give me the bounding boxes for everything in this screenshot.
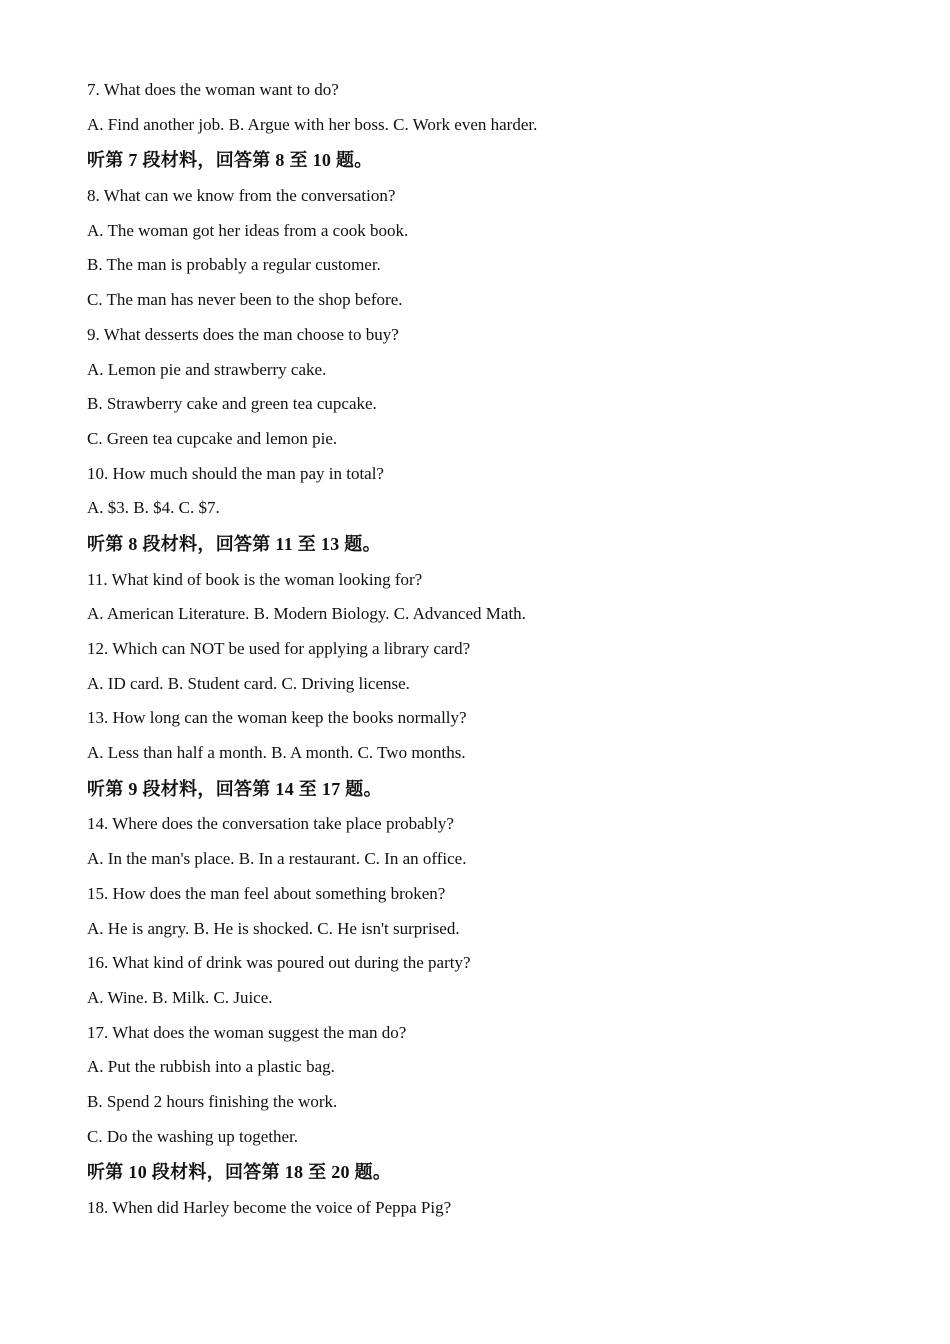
question-15-options: A. He is angry. B. He is shocked. C. He isn't surprised.: [87, 918, 460, 938]
section-heading-10: 听第 10 段材料，回答第 18 至 20 题。: [87, 1162, 392, 1183]
question-7-options: A. Find another job. B. Argue with her boss. C. Work even harder.: [87, 114, 538, 134]
question-17: 17. What does the woman suggest the man do?: [87, 1022, 407, 1042]
question-18: 18. When did Harley become the voice of Peppa Pig?: [87, 1198, 452, 1217]
section-heading-8: 听第 8 段材料，回答第 11 至 13 题。: [87, 533, 381, 554]
question-14-options: A. In the man's place. B. In a restaurant. C. In an office.: [87, 849, 467, 869]
question-16-options: A. Wine. B. Milk. C. Juice.: [87, 987, 273, 1007]
question-13-options: A. Less than half a month. B. A month. C. Two months.: [87, 743, 466, 763]
question-8-option-a: A. The woman got her ideas from a cook book.: [87, 220, 409, 240]
question-14: 14. Where does the conversation take place probably?: [87, 814, 454, 834]
section-heading-9: 听第 9 段材料，回答第 14 至 17 题。: [87, 778, 382, 799]
question-8: 8. What can we know from the conversation?: [87, 186, 396, 206]
question-10-options: A. $3. B. $4. C. $7.: [87, 498, 220, 518]
question-9: 9. What desserts does the man choose to buy?: [87, 324, 399, 344]
section-heading-7: 听第 7 段材料，回答第 8 至 10 题。: [87, 150, 373, 171]
question-11-options: A. American Literature. B. Modern Biology. C. Advanced Math.: [87, 604, 526, 624]
question-12: 12. Which can NOT be used for applying a library card?: [87, 639, 471, 658]
question-10: 10. How much should the man pay in total?: [87, 463, 384, 483]
question-7: 7. What does the woman want to do?: [87, 80, 339, 99]
question-17-option-b: B. Spend 2 hours finishing the work.: [87, 1091, 338, 1111]
question-11: 11. What kind of book is the woman looking for?: [87, 569, 423, 589]
question-8-option-c: C. The man has never been to the shop before.: [87, 290, 403, 310]
question-9-option-a: A. Lemon pie and strawberry cake.: [87, 359, 327, 379]
question-9-option-b: B. Strawberry cake and green tea cupcake.: [87, 394, 377, 414]
question-15: 15. How does the man feel about something broken?: [87, 883, 446, 903]
question-9-option-c: C. Green tea cupcake and lemon pie.: [87, 428, 338, 448]
question-17-option-c: C. Do the washing up together.: [87, 1126, 299, 1146]
question-17-option-a: A. Put the rubbish into a plastic bag.: [87, 1057, 335, 1077]
question-16: 16. What kind of drink was poured out during the party?: [87, 953, 471, 973]
question-13: 13. How long can the woman keep the books normally?: [87, 708, 467, 728]
question-8-option-b: B. The man is probably a regular customer.: [87, 255, 381, 275]
question-12-options: A. ID card. B. Student card. C. Driving license.: [87, 673, 410, 693]
document-body: [87, 78, 887, 1231]
